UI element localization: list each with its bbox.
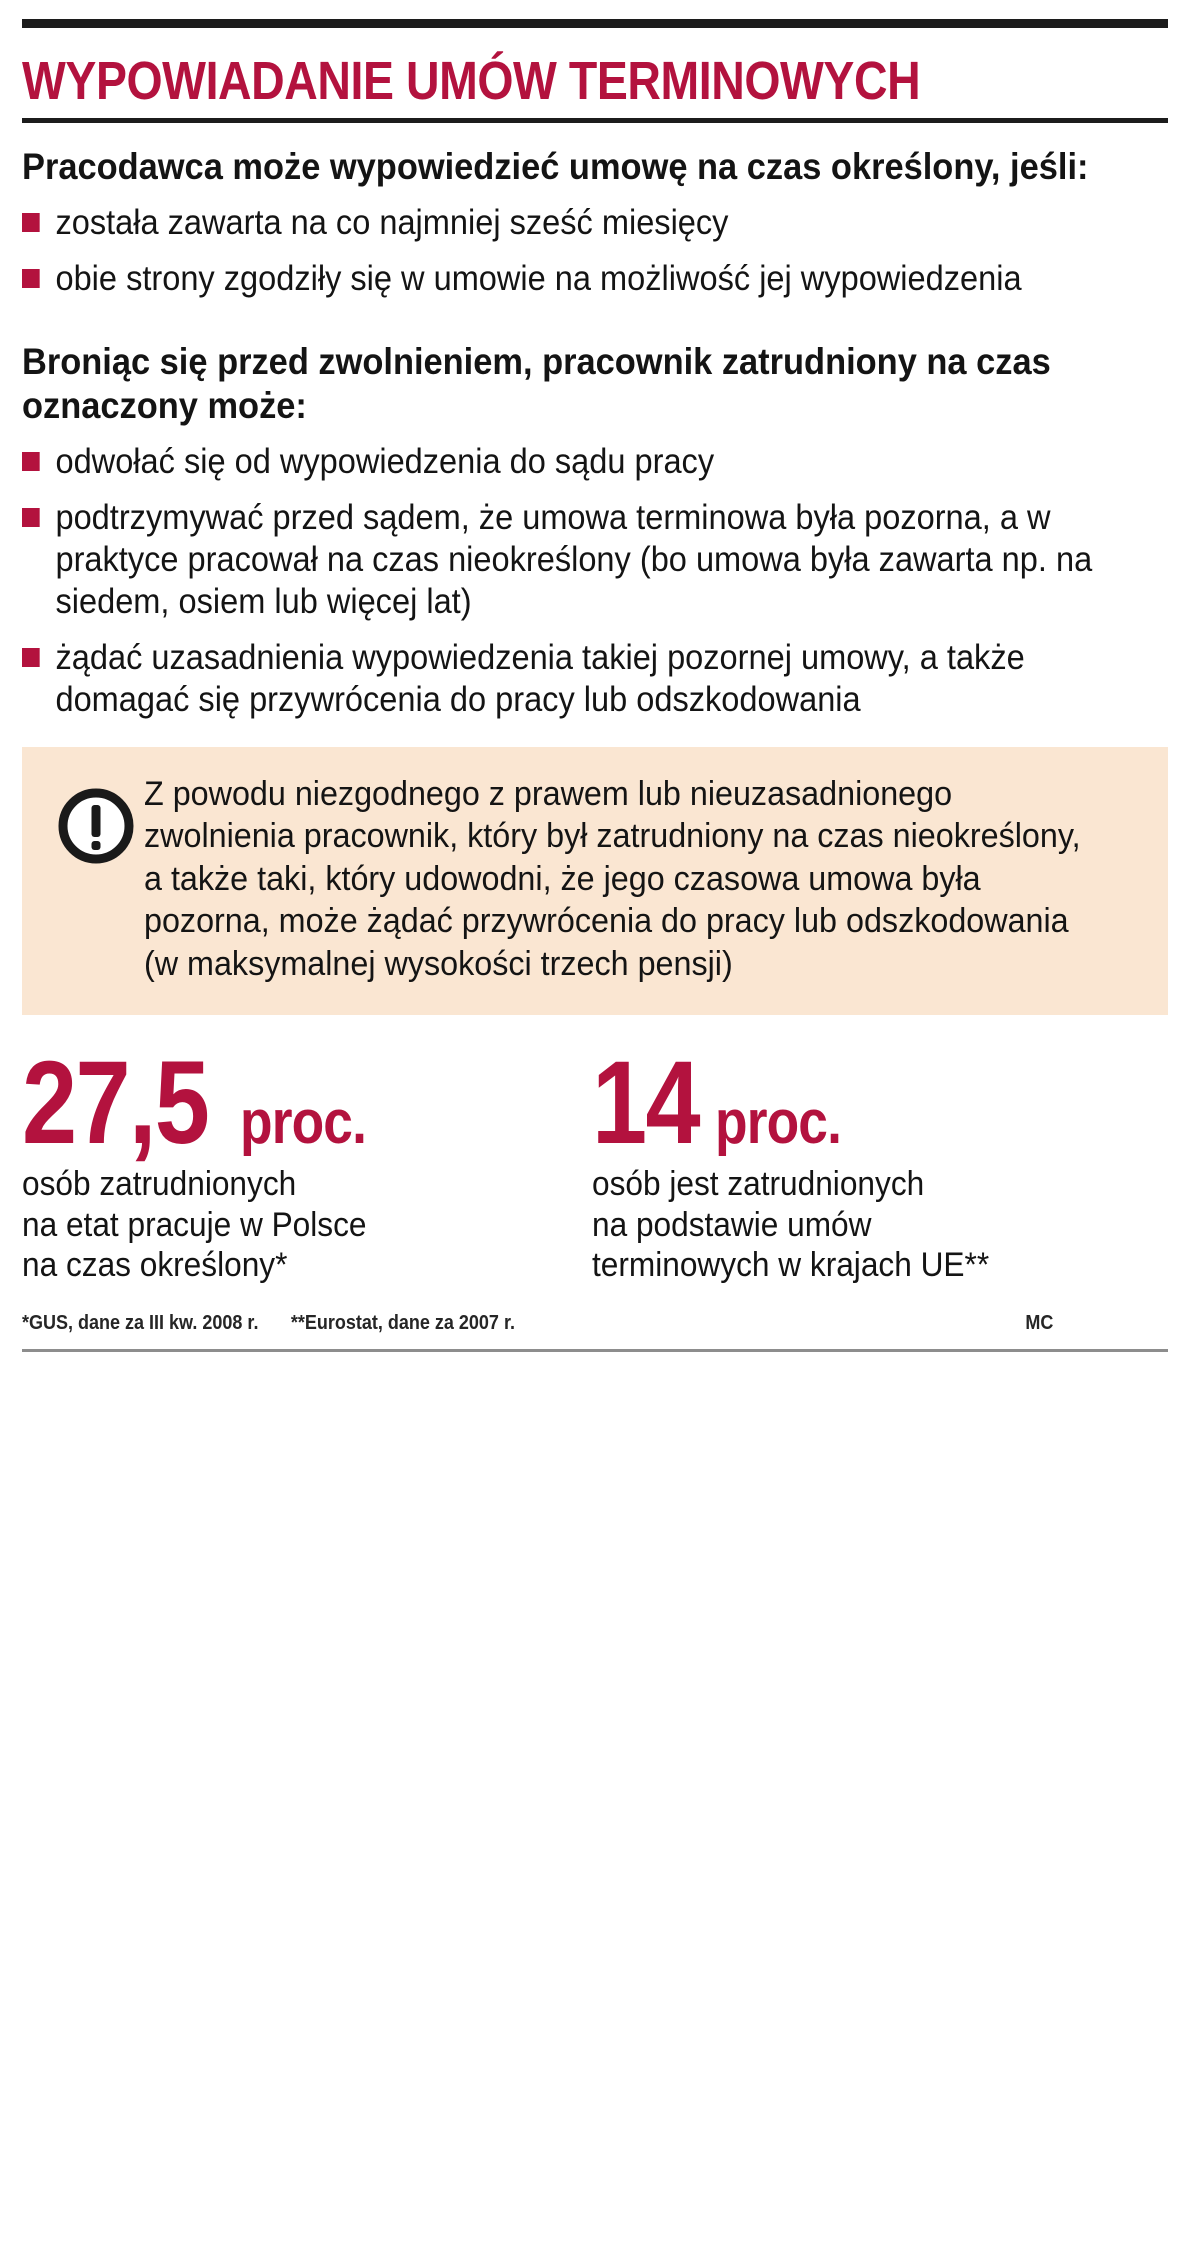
bottom-rule [22,1349,1168,1352]
statistic-block-1 [22,1037,592,1286]
footnote-source-1: *GUS, dane za III kw. 2008 r. [22,1312,259,1335]
list-item-label: podtrzymywać przed sądem, że umowa terminowa była pozorna, a w praktyce pracował na czas nieokreślony (bo umowa była zawarta np. na siedem, osiem lub więcej lat) [55,497,1093,621]
section-heading-2: Broniąc się przed zwolnieniem, pracownik zatrudniony na czas oznaczony może: [22,341,1051,426]
list-item [22,637,1166,721]
statistic-value: 27,5 [22,1037,209,1170]
square-bullet-icon [22,508,40,527]
warning-note-paragraph: Z powodu niezgodnego z prawem lub nieuzasadnionego zwolnienia pracownik, który był zatrudniony na czas nieokreślony, a także taki, który udowodni, że jego czasowa umowa była pozorna, może żądać przywrócenia do pracy lub odszkodowania (w maksymalnej wysokości trzech pensji) [144,774,1081,983]
statistics-row [22,1037,1168,1286]
statistic-description [592,1164,1150,1286]
author-credit: MC [1025,1312,1054,1335]
list-item-label: żądać uzasadnienia wypowiedzenia takiej pozornej umowy, a także domagać się przywrócenia do pracy lub odszkodowania [55,637,1025,719]
top-rule [22,19,1168,28]
statistic-headline [592,1037,1162,1170]
list-item-label: została zawarta na co najmniej sześć miesięcy [55,203,729,243]
list-item-label: obie strony zgodziły się w umowie na możliwość jej wypowiedzenia [55,259,1022,299]
statistic-block-2 [592,1037,1162,1286]
content-column [22,0,1168,1352]
title-underline-rule [22,118,1168,123]
statistic-unit: proc. [715,1088,842,1158]
bullet-list-1 [22,202,1166,300]
statistic-unit: proc. [239,1088,366,1158]
page-title: WYPOWIADANIE UMÓW TERMINOWYCH [22,51,921,111]
statistic-description-line: na etat pracuje w Polsce [22,1205,367,1244]
footnotes [22,1312,1053,1335]
warning-note-box [22,747,1168,1016]
square-bullet-icon [22,213,40,232]
square-bullet-icon [22,452,40,471]
list-item-label: odwołać się od wypowiedzenia do sądu pracy [55,441,715,481]
square-bullet-icon [22,648,40,667]
footnote-source-2: **Eurostat, dane za 2007 r. [290,1312,515,1335]
statistic-description-line: osób zatrudnionych [22,1164,297,1203]
statistic-description-line: osób jest zatrudnionych [592,1164,925,1203]
statistic-description [22,1164,580,1286]
warning-note-text [144,773,1098,986]
statistic-headline [22,1037,592,1170]
bullet-list-2 [22,441,1166,721]
square-bullet-icon [22,269,40,288]
statistic-value: 14 [592,1037,699,1170]
exclamation-circle-icon [48,773,144,865]
list-item [22,202,1166,244]
statistic-description-line: na czas określony* [22,1246,288,1285]
list-item [22,441,1166,483]
list-item [22,258,1166,300]
statistic-description-line: na podstawie umów [592,1205,872,1244]
list-item [22,497,1166,623]
section-heading-1: Pracodawca może wypowiedzieć umowę na czas określony, jeśli: [22,146,1089,187]
statistic-description-line: terminowych w krajach UE** [592,1246,990,1285]
